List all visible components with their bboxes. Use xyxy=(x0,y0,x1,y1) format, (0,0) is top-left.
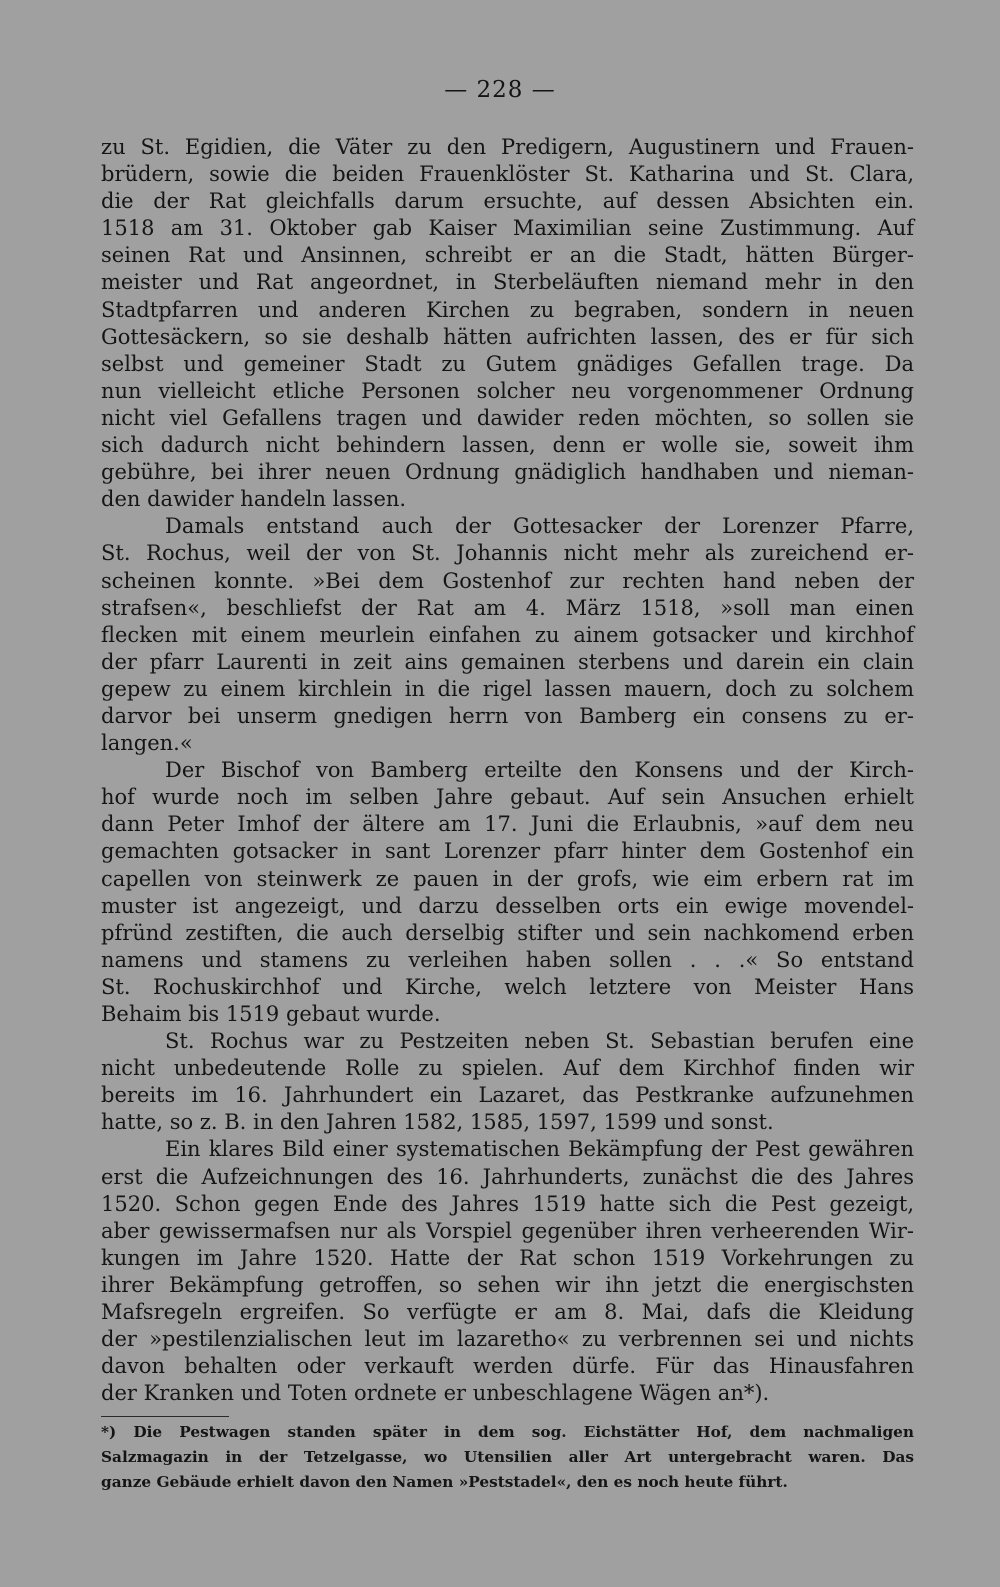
text-line: Gottesäckern, so sie deshalb hätten aufrichten lassen, des er für sich xyxy=(101,324,914,349)
text-line: muster ist angezeigt, und darzu desselben orts ein ewige movendel- xyxy=(101,893,914,918)
text-line: Der Bischof von Bamberg erteilte den Konsens und der Kirch- xyxy=(165,758,914,783)
text-line: capellen von steinwerk ze pauen in der grofs, wie eim erbern rat im xyxy=(101,866,914,891)
text-line: 1520. Schon gegen Ende des Jahres 1519 hatte sich die Pest gezeigt, xyxy=(101,1191,914,1216)
text-line: zu St. Egidien, die Väter zu den Predigern, Augustinern und Frauen- xyxy=(101,135,914,159)
text-line: aber gewissermafsen nur als Vorspiel gegenüber ihren verheerenden Wir- xyxy=(101,1218,914,1243)
text-line: ihrer Bekämpfung getroffen, so sehen wir ihn jetzt die energischsten xyxy=(101,1272,914,1297)
text-line: der pfarr Laurenti in zeit ains gemainen sterbens und darein ein clain xyxy=(101,649,914,674)
page-number: — 228 — xyxy=(444,77,556,103)
text-line: St. Rochus war zu Pestzeiten neben St. Sebastian berufen eine xyxy=(165,1029,914,1054)
text-line: meister und Rat angeordnet, in Sterbeläuften niemand mehr in den xyxy=(101,270,914,295)
text-line: Damals entstand auch der Gottesacker der Lorenzer Pfarre, xyxy=(165,514,914,539)
text-line: hof wurde noch im selben Jahre gebaut. Auf sein Ansuchen erhielt xyxy=(101,785,914,810)
text-line: seinen Rat und Ansinnen, schreibt er an die Stadt, hätten Bürger- xyxy=(101,243,914,268)
text-line: namens und stamens zu verleihen haben sollen . . .« So entstand xyxy=(101,947,914,972)
text-line: den dawider handeln lassen. xyxy=(101,487,407,512)
text-line: scheinen konnte. »Bei dem Gostenhof zur rechten hand neben der xyxy=(101,568,914,593)
text-line: strafsen«, beschliefst der Rat am 4. März 1518, »soll man einen xyxy=(101,595,914,620)
text-line: die der Rat gleichfalls darum ersuchte, auf dessen Absichten ein. xyxy=(101,189,914,214)
text-line: gepew zu einem kirchlein in die rigel lassen mauern, doch zu solchem xyxy=(101,676,914,701)
text-line: nicht viel Gefallens tragen und dawider reden möchten, so sollen sie xyxy=(101,405,914,430)
text-line: hatte, so z. B. in den Jahren 1582, 1585, 1597, 1599 und sonst. xyxy=(101,1110,774,1135)
text-line: 1518 am 31. Oktober gab Kaiser Maximilian seine Zustimmung. Auf xyxy=(101,216,914,241)
text-line: selbst und gemeiner Stadt zu Gutem gnädiges Gefallen trage. Da xyxy=(101,351,914,376)
text-line: brüdern, sowie die beiden Frauenklöster St. Katharina und St. Clara, xyxy=(101,162,914,187)
text-line: St. Rochuskirchhof und Kirche, welch letztere von Meister Hans xyxy=(101,974,914,999)
text-line: der Kranken und Toten ordnete er unbeschlagene Wägen an*). xyxy=(101,1381,770,1406)
text-line: sich dadurch nicht behindern lassen, denn er wolle sie, soweit ihm xyxy=(101,433,914,458)
text-line: Ein klares Bild einer systematischen Bekämpfung der Pest gewähren xyxy=(165,1137,914,1162)
text-line: pfründ zestiften, die auch derselbig stifter und sein nachkomend erben xyxy=(101,920,914,945)
footnote-line: Salzmagazin in der Tetzelgasse, wo Utensilien aller Art untergebracht waren. Das xyxy=(101,1448,914,1466)
text-line: dann Peter Imhof der ältere am 17. Juni die Erlaubnis, »auf dem neu xyxy=(101,812,914,837)
footnote-line: ganze Gebäude erhielt davon den Namen »Peststadel«, den es noch heute führt. xyxy=(101,1473,788,1491)
footnote xyxy=(101,1420,914,1495)
text-line: bereits im 16. Jahrhundert ein Lazaret, das Pestkranke aufzunehmen xyxy=(101,1083,914,1108)
body-text xyxy=(101,134,914,1407)
text-line: kungen im Jahre 1520. Hatte der Rat schon 1519 Vorkehrungen zu xyxy=(101,1245,914,1270)
text-line: davon behalten oder verkauft werden dürfe. Für das Hinausfahren xyxy=(101,1354,914,1379)
text-line: gemachten gotsacker in sant Lorenzer pfarr hinter dem Gostenhof ein xyxy=(101,839,914,864)
text-line: nicht unbedeutende Rolle zu spielen. Auf dem Kirchhof finden wir xyxy=(101,1056,914,1081)
text-line: nun vielleicht etliche Personen solcher neu vorgenommener Ordnung xyxy=(101,378,914,403)
text-line: der »pestilenzialischen leut im lazaretho« zu verbrennen sei und nichts xyxy=(101,1327,914,1352)
text-line: darvor bei unserm gnedigen herrn von Bamberg ein consens zu er- xyxy=(101,703,914,728)
footnote-line: *) Die Pestwagen standen später in dem sog. Eichstätter Hof, dem nachmaligen xyxy=(101,1423,914,1441)
text-line: Behaim bis 1519 gebaut wurde. xyxy=(101,1002,441,1026)
text-line: gebühre, bei ihrer neuen Ordnung gnädiglich handhaben und nieman- xyxy=(101,460,914,485)
text-line: Stadtpfarren und anderen Kirchen zu begraben, sondern in neuen xyxy=(101,297,914,322)
footnote-separator xyxy=(101,1416,229,1417)
text-line: langen.« xyxy=(101,731,193,756)
text-line: St. Rochus, weil der von St. Johannis nicht mehr als zureichend er- xyxy=(101,541,914,566)
text-line: Mafsregeln ergreifen. So verfügte er am 8. Mai, dafs die Kleidung xyxy=(101,1300,914,1325)
text-line: erst die Aufzeichnungen des 16. Jahrhunderts, zunächst die des Jahres xyxy=(101,1164,914,1189)
text-line: flecken mit einem meurlein einfahen zu ainem gotsacker und kirchhof xyxy=(101,622,914,647)
